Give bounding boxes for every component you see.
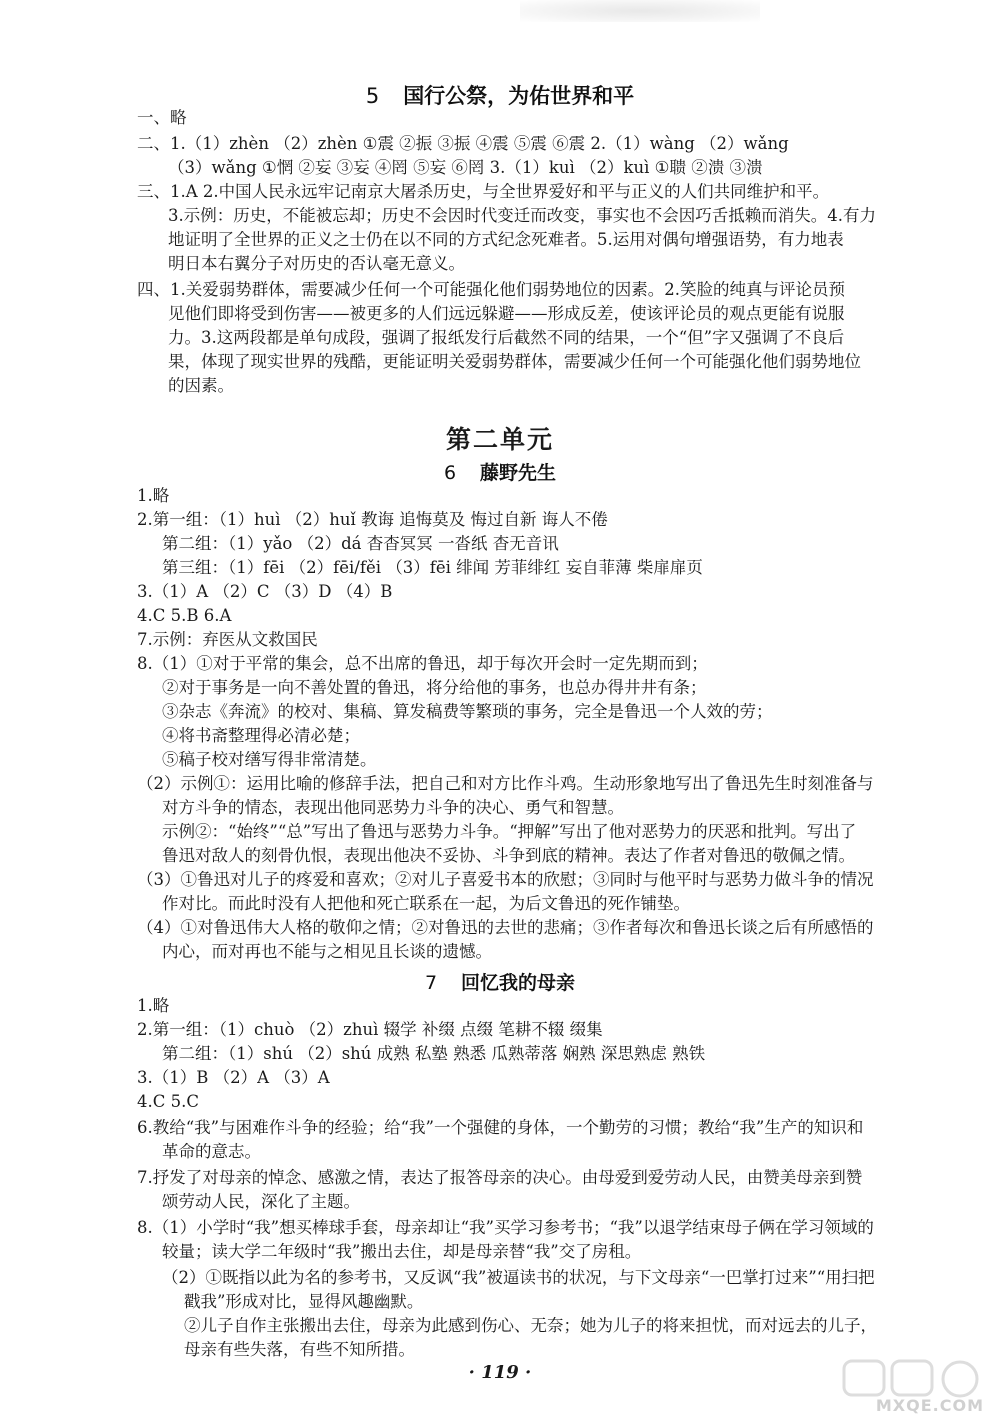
watermark-text: MXQE.COM [875, 1396, 984, 1415]
s6-line: 1.略 [137, 486, 170, 505]
s6-line: 3.（1）A （2）C （3）D （4）B [137, 582, 393, 601]
s6-line: 内心，而对再也不能与之相见且长谈的遗憾。 [162, 942, 492, 961]
s7-line: 1.略 [137, 996, 170, 1015]
s6-line: 第二组：（1）yǎo （2）dá 杳杳冥冥 一沓纸 杳无音讯 [162, 534, 559, 553]
section-5-title [0, 80, 1000, 110]
s7-line: 较量；读大学二年级时“我”搬出去住，却是母亲替“我”交了房租。 [162, 1242, 642, 1261]
s5-line: 的因素。 [168, 376, 234, 395]
s5-line: 明日本右翼分子对历史的否认毫无意义。 [168, 254, 465, 273]
s7-line: 戳我”形成对比，显得风趣幽默。 [184, 1292, 424, 1311]
s5-line: 见他们即将受到伤害——被更多的人们远远躲避——形成反差，使该评论员的观点更能有说服 [168, 304, 845, 323]
section-7-number: 7 [424, 972, 438, 994]
s7-line: 革命的意志。 [162, 1142, 261, 1161]
s5-line: 力。3.这两段都是单句成段，强调了报纸发行后截然不同的结果，一个“但”字又强调了不良后 [168, 328, 845, 347]
s6-line: 7.示例：弃医从文救国民 [137, 630, 318, 649]
s7-line: 7.抒发了对母亲的悼念、感激之情，表达了报答母亲的决心。由母爱到爱劳动人民，由赞美母亲到赞 [137, 1168, 863, 1187]
s7-line: 8.（1）小学时“我”想买棒球手套，母亲却让“我”买学习参考书；“我”以退学结束母子俩在学习领域的 [137, 1218, 874, 1237]
s7-line: （2）①既指以此为名的参考书，又反讽“我”被逼读书的状况，与下文母亲“一巴掌打过来”“用扫把 [162, 1268, 875, 1287]
s6-line: ⑤稿子校对缮写得非常清楚。 [162, 750, 377, 769]
watermark-logo [840, 1359, 990, 1417]
s5-line: 三、1.A 2.中国人民永远牢记南京大屠杀历史，与全世界爱好和平与正义的人们共同维护和平。 [137, 182, 830, 201]
section-6-title [0, 458, 1000, 485]
section-7-heading: 回忆我的母亲 [461, 972, 576, 994]
s6-line: 4.C 5.B 6.A [137, 606, 232, 625]
s6-line: 示例②：“始终”“总”写出了鲁迅与恶势力斗争。“押解”写出了他对恶势力的厌恶和批判。写出了 [162, 822, 857, 841]
s6-line: 作对比。而此时没有人把他和死亡联系在一起，为后文鲁迅的死作铺垫。 [162, 894, 690, 913]
s6-line: ②对于事务是一向不善处置的鲁迅，将分给他的事务，也总办得井井有条； [162, 678, 707, 697]
s6-line: ③杂志《奔流》的校对、集稿、算发稿费等繁琐的事务，完全是鲁迅一个人效的劳； [162, 702, 773, 721]
s7-line: 2.第一组：（1）chuò （2）zhuì 辍学 补缀 点缀 笔耕不辍 缀集 [137, 1020, 603, 1039]
section-6-number: 6 [443, 462, 457, 484]
s7-line: 母亲有些失落，有些不知所措。 [184, 1340, 415, 1359]
s6-line: （4）①对鲁迅伟大人格的敬仰之情；②对鲁迅的去世的悲痛；③作者每次和鲁迅长谈之后有所感悟的 [137, 918, 874, 937]
s7-line: ②儿子自作主张搬出去住，母亲为此感到伤心、无奈；她为儿子的将来担忧，而对远去的儿子， [184, 1316, 877, 1335]
s5-line: 地证明了全世界的正义之士仍在以不同的方式纪念死难者。5.运用对偶句增强语势，有力地表 [168, 230, 844, 249]
s7-line: 第二组：（1）shú （2）shú 成熟 私塾 熟悉 瓜熟蒂落 娴熟 深思熟虑 熟铁 [162, 1044, 706, 1063]
section-6-heading: 藤野先生 [480, 462, 557, 484]
s5-line: 二、1.（1）zhèn （2）zhèn ①震 ②振 ③振 ④震 ⑤震 ⑥震 2.（1）wàng （2）wǎng [137, 134, 789, 153]
s7-line: 颂劳动人民，深化了主题。 [162, 1192, 360, 1211]
s5-line: 3.示例：历史，不能被忘却；历史不会因时代变迁而改变，事实也不会因巧舌抵赖而消失。4.有力 [168, 206, 876, 225]
section-7-title [0, 968, 1000, 995]
scan-smudge [520, 0, 760, 22]
section-5-heading: 国行公祭，为佑世界和平 [403, 84, 635, 108]
s7-line: 3.（1）B （2）A （3）A [137, 1068, 330, 1087]
s5-line: 果，体现了现实世界的残酷，更能证明关爱弱势群体，需要减少任何一个可能强化他们弱势地位 [168, 352, 861, 371]
s6-line: （2）示例①：运用比喻的修辞手法，把自己和对方比作斗鸡。生动形象地写出了鲁迅先生时刻准备与 [137, 774, 874, 793]
s6-line: 2.第一组：（1）huì （2）huǐ 教诲 追悔莫及 悔过自新 诲人不倦 [137, 510, 608, 529]
s7-line: 6.教给“我”与困难作斗争的经验；给“我”一个强健的身体，一个勤劳的习惯；教给“我”生产的知识和 [137, 1118, 864, 1137]
s5-line: （3）wǎng ①惘 ②妄 ③妄 ④罔 ⑤妄 ⑥罔 3.（1）kuì （2）kuì ①聩 ②溃 ③溃 [168, 158, 763, 177]
unit-2-title: 第二单元 [445, 425, 554, 454]
s6-line: （3）①鲁迅对儿子的疼爱和喜欢；②对儿子喜爱书本的欣慰；③同时与他平时与恶势力做斗争的情况 [137, 870, 874, 889]
s6-line: ④将书斋整理得必清必楚； [162, 726, 360, 745]
s6-line: 第三组：（1）fēi （2）fēi/fěi （3）fēi 绯闻 芳菲绯红 妄自菲薄 柴扉扉页 [162, 558, 703, 577]
s6-line: 鲁迅对敌人的刻骨仇恨，表现出他决不妥协、斗争到底的精神。表达了作者对鲁迅的敬佩之情。 [162, 846, 855, 865]
s7-line: 4.C 5.C [137, 1092, 199, 1111]
s6-line: 对方斗争的情态，表现出他同恶势力斗争的决心、勇气和智慧。 [162, 798, 624, 817]
s5-line: 一、略 [137, 108, 187, 127]
s6-line: 8.（1）①对于平常的集会，总不出席的鲁迅，却于每次开会时一定先期而到； [137, 654, 708, 673]
page-number: · 119 · [468, 1362, 532, 1383]
section-5-number: 5 [365, 84, 380, 108]
s5-line: 四、1.关爱弱势群体，需要减少任何一个可能强化他们弱势地位的因素。2.笑脸的纯真与评论员预 [137, 280, 845, 299]
